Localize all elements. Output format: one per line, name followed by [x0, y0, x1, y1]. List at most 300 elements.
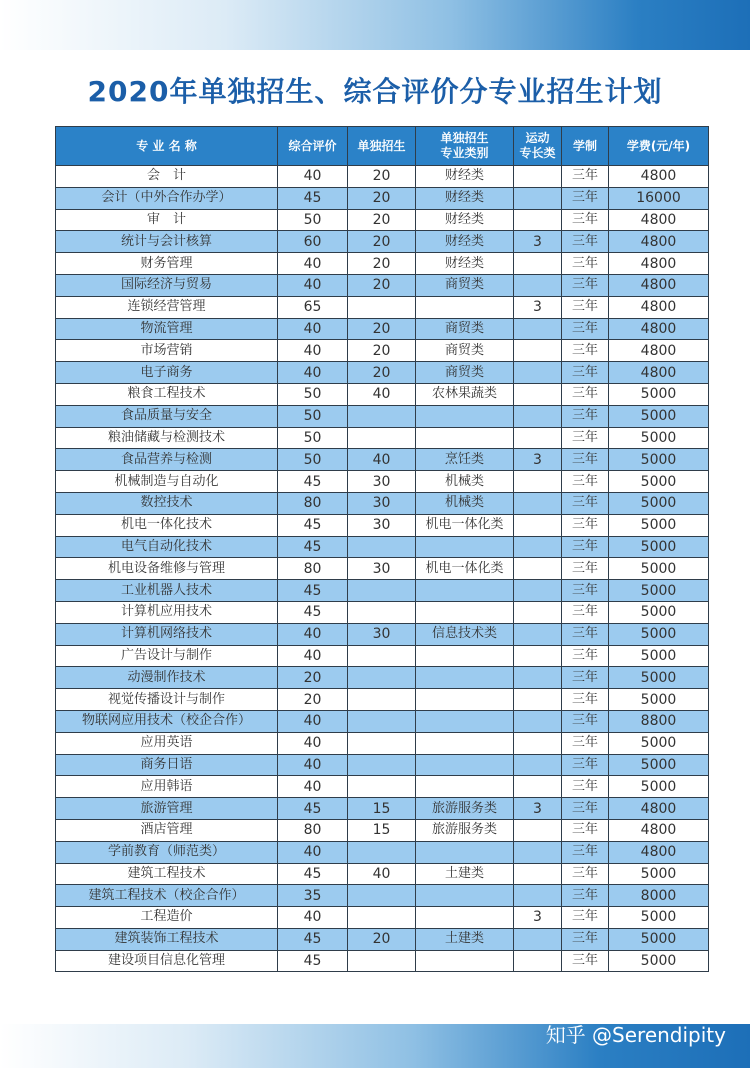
cell-major-name: 连锁经营管理 [56, 296, 278, 318]
header-category [416, 127, 514, 166]
cell-sports-count [514, 383, 562, 405]
cell-single-count [348, 710, 416, 732]
cell-sports-count [514, 253, 562, 275]
cell-duration: 三年 [562, 907, 609, 929]
table-row [56, 274, 709, 296]
cell-tuition: 5000 [609, 449, 709, 471]
cell-sports-count: 3 [514, 296, 562, 318]
cell-comprehensive-count: 60 [278, 231, 348, 253]
cell-single-count [348, 776, 416, 798]
cell-duration: 三年 [562, 754, 609, 776]
header-single: 单独招生 [348, 127, 416, 166]
cell-single-count [348, 427, 416, 449]
page-title: 2020年单独招生、综合评价分专业招生计划 [87, 75, 663, 108]
cell-tuition: 5000 [609, 427, 709, 449]
cell-comprehensive-count: 45 [278, 514, 348, 536]
cell-sports-count [514, 209, 562, 231]
cell-single-count: 20 [348, 231, 416, 253]
cell-duration: 三年 [562, 601, 609, 623]
cell-tuition: 5000 [609, 754, 709, 776]
cell-single-count: 20 [348, 209, 416, 231]
cell-major-name: 机械制造与自动化 [56, 471, 278, 493]
table-row [56, 340, 709, 362]
cell-comprehensive-count: 40 [278, 907, 348, 929]
cell-single-category: 土建类 [416, 928, 514, 950]
cell-single-count: 40 [348, 863, 416, 885]
cell-single-count [348, 732, 416, 754]
cell-comprehensive-count: 40 [278, 732, 348, 754]
cell-tuition: 5000 [609, 645, 709, 667]
cell-sports-count [514, 623, 562, 645]
cell-single-category [416, 710, 514, 732]
cell-single-category: 烹饪类 [416, 449, 514, 471]
cell-major-name: 建筑工程技术（校企合作） [56, 885, 278, 907]
table-row [56, 776, 709, 798]
cell-tuition: 4800 [609, 362, 709, 384]
cell-sports-count [514, 689, 562, 711]
cell-sports-count [514, 492, 562, 514]
header-sports [514, 127, 562, 166]
cell-duration: 三年 [562, 710, 609, 732]
cell-duration: 三年 [562, 449, 609, 471]
cell-tuition: 5000 [609, 776, 709, 798]
cell-major-name: 视觉传播设计与制作 [56, 689, 278, 711]
cell-tuition: 5000 [609, 405, 709, 427]
cell-single-count: 20 [348, 274, 416, 296]
cell-single-count: 20 [348, 362, 416, 384]
table-row [56, 187, 709, 209]
cell-tuition: 5000 [609, 732, 709, 754]
cell-single-category: 农林果蔬类 [416, 383, 514, 405]
cell-major-name: 粮食工程技术 [56, 383, 278, 405]
cell-duration: 三年 [562, 514, 609, 536]
cell-comprehensive-count: 45 [278, 798, 348, 820]
cell-tuition: 5000 [609, 623, 709, 645]
cell-single-count: 30 [348, 558, 416, 580]
cell-single-category: 旅游服务类 [416, 798, 514, 820]
table-row [56, 950, 709, 972]
cell-single-category: 商贸类 [416, 340, 514, 362]
cell-single-count [348, 296, 416, 318]
cell-duration: 三年 [562, 471, 609, 493]
cell-comprehensive-count: 40 [278, 274, 348, 296]
cell-duration: 三年 [562, 427, 609, 449]
cell-single-category: 财经类 [416, 231, 514, 253]
watermark-text: 知乎 @Serendipity [545, 1023, 726, 1047]
cell-sports-count [514, 645, 562, 667]
cell-comprehensive-count: 50 [278, 383, 348, 405]
cell-sports-count [514, 710, 562, 732]
cell-duration: 三年 [562, 274, 609, 296]
table-row [56, 296, 709, 318]
table-row [56, 645, 709, 667]
cell-sports-count [514, 405, 562, 427]
cell-tuition: 5000 [609, 928, 709, 950]
table-row [56, 667, 709, 689]
cell-sports-count [514, 819, 562, 841]
cell-sports-count: 3 [514, 798, 562, 820]
table-row [56, 710, 709, 732]
cell-tuition: 4800 [609, 231, 709, 253]
cell-major-name: 广告设计与制作 [56, 645, 278, 667]
cell-single-count: 15 [348, 819, 416, 841]
cell-major-name: 酒店管理 [56, 819, 278, 841]
cell-sports-count [514, 950, 562, 972]
cell-tuition: 5000 [609, 492, 709, 514]
cell-major-name: 旅游管理 [56, 798, 278, 820]
cell-duration: 三年 [562, 928, 609, 950]
cell-tuition: 5000 [609, 383, 709, 405]
cell-comprehensive-count: 40 [278, 318, 348, 340]
cell-single-category: 土建类 [416, 863, 514, 885]
cell-duration: 三年 [562, 580, 609, 602]
table-row [56, 623, 709, 645]
cell-tuition: 5000 [609, 580, 709, 602]
cell-single-count: 30 [348, 492, 416, 514]
header-category-line1: 单独招生 [440, 131, 489, 145]
cell-single-count: 30 [348, 471, 416, 493]
cell-single-category [416, 536, 514, 558]
cell-major-name: 国际经济与贸易 [56, 274, 278, 296]
cell-sports-count [514, 776, 562, 798]
cell-tuition: 16000 [609, 187, 709, 209]
cell-duration: 三年 [562, 885, 609, 907]
cell-major-name: 电气自动化技术 [56, 536, 278, 558]
cell-single-category: 商贸类 [416, 318, 514, 340]
cell-tuition: 4800 [609, 296, 709, 318]
table-row [56, 798, 709, 820]
cell-major-name: 动漫制作技术 [56, 667, 278, 689]
table-row [56, 928, 709, 950]
cell-single-count [348, 645, 416, 667]
cell-sports-count [514, 514, 562, 536]
cell-major-name: 食品营养与检测 [56, 449, 278, 471]
cell-single-count: 30 [348, 514, 416, 536]
cell-tuition: 4800 [609, 819, 709, 841]
cell-duration: 三年 [562, 732, 609, 754]
cell-single-category [416, 645, 514, 667]
cell-major-name: 物联网应用技术（校企合作） [56, 710, 278, 732]
cell-comprehensive-count: 45 [278, 580, 348, 602]
cell-single-category [416, 689, 514, 711]
cell-sports-count [514, 580, 562, 602]
table-row [56, 754, 709, 776]
cell-sports-count [514, 274, 562, 296]
cell-duration: 三年 [562, 340, 609, 362]
cell-duration: 三年 [562, 253, 609, 275]
cell-single-count [348, 405, 416, 427]
cell-sports-count [514, 601, 562, 623]
cell-duration: 三年 [562, 383, 609, 405]
cell-single-count: 30 [348, 623, 416, 645]
cell-tuition: 4800 [609, 340, 709, 362]
cell-single-category [416, 754, 514, 776]
cell-sports-count [514, 340, 562, 362]
cell-comprehensive-count: 40 [278, 754, 348, 776]
cell-comprehensive-count: 35 [278, 885, 348, 907]
cell-single-category: 财经类 [416, 166, 514, 188]
table-row [56, 732, 709, 754]
cell-comprehensive-count: 45 [278, 187, 348, 209]
table-row [56, 841, 709, 863]
cell-single-count [348, 580, 416, 602]
enrollment-table-container [55, 126, 709, 972]
cell-tuition: 4800 [609, 318, 709, 340]
cell-major-name: 电子商务 [56, 362, 278, 384]
cell-major-name: 应用韩语 [56, 776, 278, 798]
cell-major-name: 学前教育（师范类） [56, 841, 278, 863]
cell-tuition: 5000 [609, 471, 709, 493]
cell-duration: 三年 [562, 318, 609, 340]
cell-duration: 三年 [562, 296, 609, 318]
cell-duration: 三年 [562, 209, 609, 231]
cell-tuition: 8000 [609, 885, 709, 907]
table-row [56, 536, 709, 558]
cell-single-count [348, 667, 416, 689]
cell-comprehensive-count: 45 [278, 536, 348, 558]
cell-comprehensive-count: 40 [278, 253, 348, 275]
table-row [56, 601, 709, 623]
cell-single-category: 机械类 [416, 471, 514, 493]
cell-comprehensive-count: 65 [278, 296, 348, 318]
header-comprehensive: 综合评价 [278, 127, 348, 166]
table-row [56, 405, 709, 427]
header-major: 专 业 名 称 [56, 127, 278, 166]
header-tuition: 学费(元/年) [609, 127, 709, 166]
table-row [56, 819, 709, 841]
cell-sports-count [514, 536, 562, 558]
cell-single-count [348, 601, 416, 623]
cell-major-name: 粮油储藏与检测技术 [56, 427, 278, 449]
header-category-line2: 专业类别 [440, 146, 489, 160]
top-decorative-band [0, 0, 750, 50]
cell-tuition: 4800 [609, 841, 709, 863]
cell-comprehensive-count: 45 [278, 601, 348, 623]
cell-duration: 三年 [562, 841, 609, 863]
cell-sports-count [514, 187, 562, 209]
cell-duration: 三年 [562, 405, 609, 427]
cell-single-count [348, 754, 416, 776]
cell-comprehensive-count: 50 [278, 405, 348, 427]
cell-major-name: 计算机应用技术 [56, 601, 278, 623]
cell-comprehensive-count: 45 [278, 863, 348, 885]
cell-sports-count [514, 318, 562, 340]
cell-comprehensive-count: 40 [278, 340, 348, 362]
cell-duration: 三年 [562, 776, 609, 798]
table-row [56, 514, 709, 536]
cell-tuition: 5000 [609, 950, 709, 972]
cell-sports-count [514, 885, 562, 907]
header-sports-line2: 专长类 [519, 146, 556, 160]
cell-sports-count [514, 928, 562, 950]
cell-duration: 三年 [562, 689, 609, 711]
table-row [56, 318, 709, 340]
cell-comprehensive-count: 40 [278, 623, 348, 645]
cell-major-name: 工程造价 [56, 907, 278, 929]
cell-single-count: 15 [348, 798, 416, 820]
cell-single-count: 20 [348, 340, 416, 362]
cell-comprehensive-count: 40 [278, 710, 348, 732]
cell-major-name: 食品质量与安全 [56, 405, 278, 427]
cell-tuition: 8800 [609, 710, 709, 732]
cell-comprehensive-count: 45 [278, 950, 348, 972]
cell-comprehensive-count: 40 [278, 166, 348, 188]
cell-duration: 三年 [562, 166, 609, 188]
cell-single-category: 商贸类 [416, 362, 514, 384]
table-row [56, 253, 709, 275]
cell-tuition: 4800 [609, 274, 709, 296]
table-row [56, 166, 709, 188]
cell-tuition: 4800 [609, 209, 709, 231]
cell-tuition: 4800 [609, 166, 709, 188]
cell-sports-count: 3 [514, 449, 562, 471]
cell-single-category [416, 950, 514, 972]
cell-single-category: 财经类 [416, 209, 514, 231]
cell-comprehensive-count: 50 [278, 427, 348, 449]
cell-single-category [416, 841, 514, 863]
cell-major-name: 建设项目信息化管理 [56, 950, 278, 972]
cell-sports-count [514, 841, 562, 863]
cell-comprehensive-count: 20 [278, 667, 348, 689]
cell-single-category [416, 776, 514, 798]
cell-single-category [416, 405, 514, 427]
cell-major-name: 工业机器人技术 [56, 580, 278, 602]
cell-major-name: 机电一体化技术 [56, 514, 278, 536]
table-row [56, 863, 709, 885]
cell-comprehensive-count: 40 [278, 645, 348, 667]
cell-comprehensive-count: 80 [278, 492, 348, 514]
cell-comprehensive-count: 50 [278, 209, 348, 231]
cell-sports-count [514, 667, 562, 689]
cell-single-count: 20 [348, 187, 416, 209]
table-row [56, 362, 709, 384]
cell-sports-count [514, 471, 562, 493]
table-row [56, 427, 709, 449]
header-sports-line1: 运动 [525, 131, 550, 145]
cell-major-name: 审 计 [56, 209, 278, 231]
table-row [56, 231, 709, 253]
cell-duration: 三年 [562, 187, 609, 209]
cell-single-count: 20 [348, 318, 416, 340]
cell-single-count [348, 950, 416, 972]
cell-single-category: 财经类 [416, 187, 514, 209]
cell-tuition: 5000 [609, 667, 709, 689]
cell-major-name: 机电设备维修与管理 [56, 558, 278, 580]
cell-sports-count [514, 427, 562, 449]
cell-tuition: 4800 [609, 253, 709, 275]
cell-single-count: 20 [348, 253, 416, 275]
cell-tuition: 5000 [609, 601, 709, 623]
table-row [56, 580, 709, 602]
cell-single-count: 40 [348, 449, 416, 471]
cell-duration: 三年 [562, 667, 609, 689]
cell-sports-count [514, 732, 562, 754]
cell-single-category [416, 296, 514, 318]
cell-single-count [348, 841, 416, 863]
cell-sports-count [514, 754, 562, 776]
cell-major-name: 财务管理 [56, 253, 278, 275]
cell-single-count: 20 [348, 928, 416, 950]
cell-sports-count [514, 558, 562, 580]
cell-comprehensive-count: 50 [278, 449, 348, 471]
cell-single-category: 机电一体化类 [416, 514, 514, 536]
cell-tuition: 5000 [609, 863, 709, 885]
cell-single-count [348, 907, 416, 929]
table-header-row [56, 127, 709, 166]
cell-duration: 三年 [562, 492, 609, 514]
cell-single-count: 40 [348, 383, 416, 405]
cell-duration: 三年 [562, 645, 609, 667]
cell-major-name: 会 计 [56, 166, 278, 188]
header-duration: 学制 [562, 127, 609, 166]
cell-single-category: 旅游服务类 [416, 819, 514, 841]
table-row [56, 383, 709, 405]
cell-major-name: 统计与会计核算 [56, 231, 278, 253]
cell-comprehensive-count: 45 [278, 928, 348, 950]
cell-comprehensive-count: 80 [278, 558, 348, 580]
cell-tuition: 5000 [609, 907, 709, 929]
cell-comprehensive-count: 80 [278, 819, 348, 841]
cell-sports-count [514, 362, 562, 384]
table-row [56, 907, 709, 929]
cell-comprehensive-count: 40 [278, 841, 348, 863]
cell-single-category: 商贸类 [416, 274, 514, 296]
cell-duration: 三年 [562, 863, 609, 885]
cell-single-category [416, 667, 514, 689]
table-row [56, 558, 709, 580]
cell-major-name: 计算机网络技术 [56, 623, 278, 645]
cell-tuition: 5000 [609, 536, 709, 558]
cell-sports-count [514, 863, 562, 885]
cell-single-count [348, 689, 416, 711]
cell-tuition: 4800 [609, 798, 709, 820]
cell-duration: 三年 [562, 362, 609, 384]
cell-major-name: 会计（中外合作办学） [56, 187, 278, 209]
cell-sports-count [514, 166, 562, 188]
cell-major-name: 商务日语 [56, 754, 278, 776]
cell-major-name: 应用英语 [56, 732, 278, 754]
cell-single-category: 机械类 [416, 492, 514, 514]
cell-comprehensive-count: 20 [278, 689, 348, 711]
cell-duration: 三年 [562, 950, 609, 972]
table-body [56, 166, 709, 972]
enrollment-plan-table [55, 126, 709, 972]
cell-single-count [348, 885, 416, 907]
cell-single-category [416, 601, 514, 623]
cell-single-category [416, 732, 514, 754]
cell-single-category: 财经类 [416, 253, 514, 275]
table-row [56, 492, 709, 514]
cell-duration: 三年 [562, 819, 609, 841]
cell-single-count: 20 [348, 166, 416, 188]
cell-single-category: 机电一体化类 [416, 558, 514, 580]
cell-single-category [416, 907, 514, 929]
cell-major-name: 物流管理 [56, 318, 278, 340]
table-row [56, 449, 709, 471]
cell-duration: 三年 [562, 536, 609, 558]
table-row [56, 885, 709, 907]
table-row [56, 471, 709, 493]
cell-comprehensive-count: 40 [278, 776, 348, 798]
cell-sports-count: 3 [514, 231, 562, 253]
cell-single-category [416, 580, 514, 602]
cell-duration: 三年 [562, 798, 609, 820]
table-row [56, 689, 709, 711]
cell-comprehensive-count: 40 [278, 362, 348, 384]
cell-tuition: 5000 [609, 514, 709, 536]
cell-single-count [348, 536, 416, 558]
cell-duration: 三年 [562, 623, 609, 645]
